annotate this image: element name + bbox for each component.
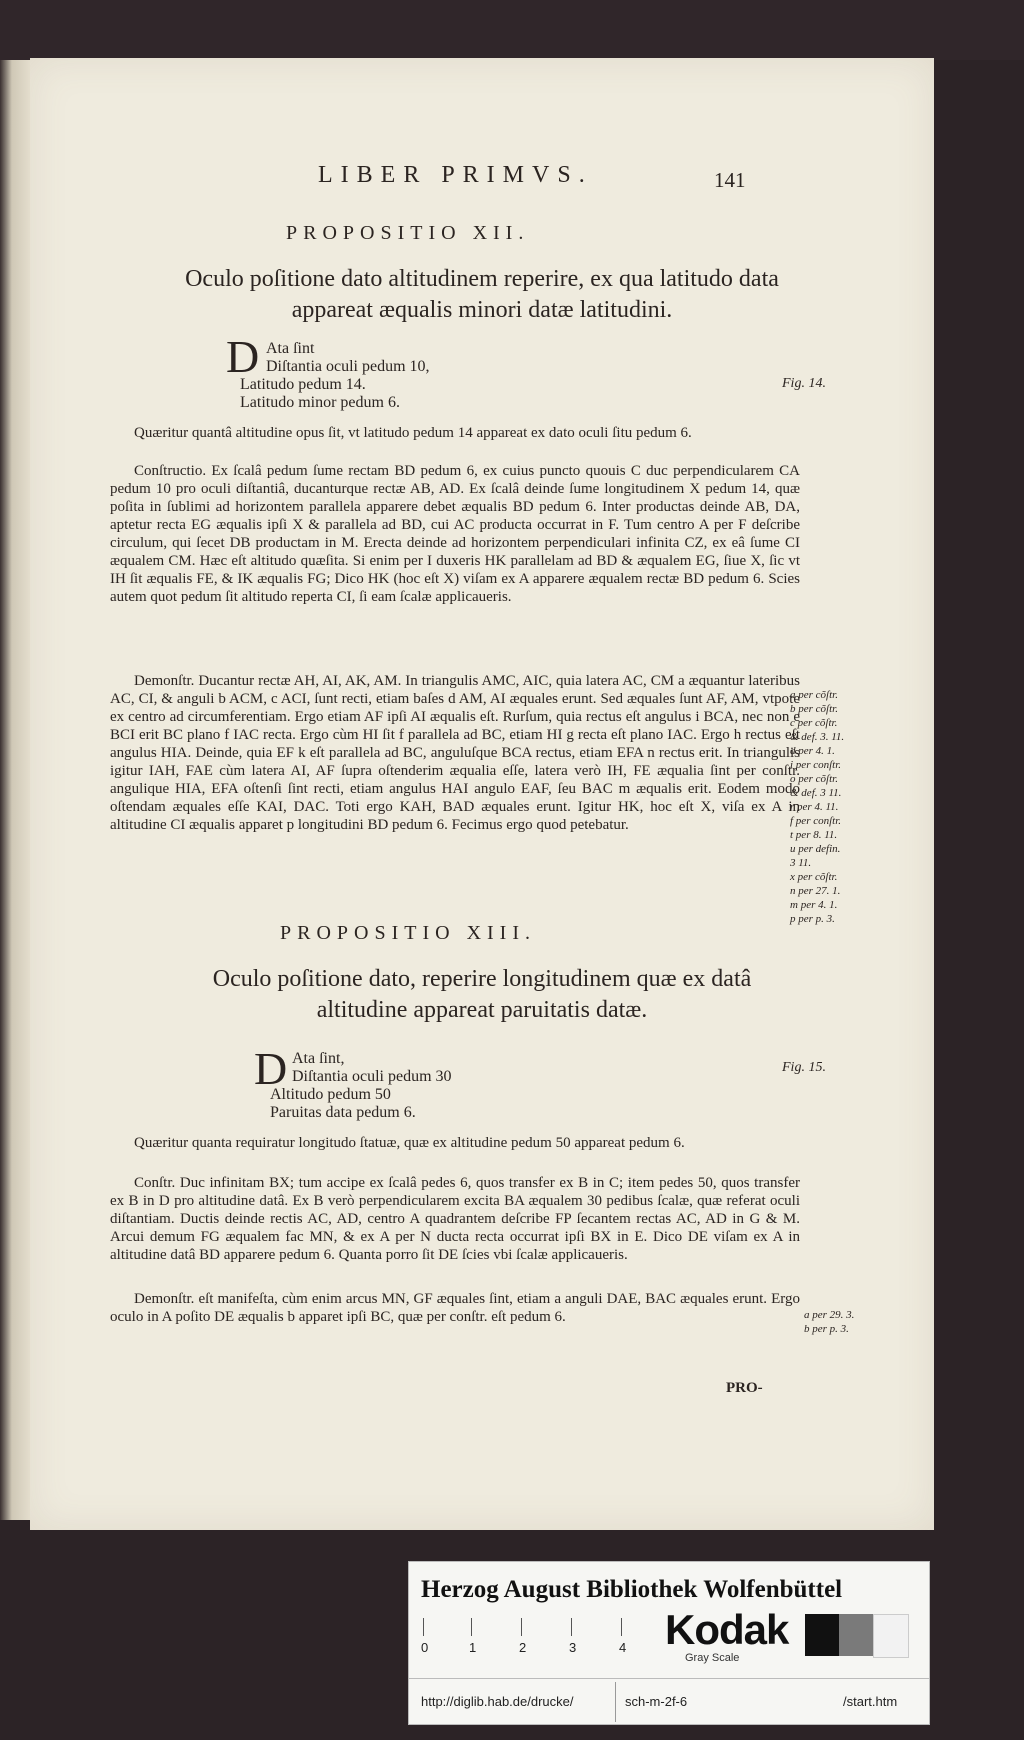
divider <box>615 1682 616 1722</box>
ruler-number: 3 <box>569 1640 577 1655</box>
marginal-note: n per 27. 1. <box>790 885 841 897</box>
ruler-tick <box>621 1618 622 1636</box>
data-line: Ata ſint, <box>292 1050 345 1067</box>
data-line: Paruitas data pedum 6. <box>270 1104 416 1121</box>
proposition-12-data <box>240 340 430 412</box>
data-line: Diſtantia oculi pedum 30 <box>292 1068 452 1085</box>
marginal-notes <box>804 1308 872 1336</box>
gray-patch-mid <box>839 1614 873 1656</box>
marginal-note: a per 29. 3. <box>804 1309 855 1321</box>
marginal-note: r per 4. 11. <box>790 801 839 813</box>
ruler-number: 0 <box>421 1640 429 1655</box>
ruler-tick <box>521 1618 522 1636</box>
kodak-logo: Kodak <box>665 1606 789 1653</box>
ruler-number: 2 <box>519 1640 527 1655</box>
heading-line: appareat æqualis minori datæ latitudini. <box>291 297 673 323</box>
catchword: PRO- <box>726 1380 763 1396</box>
data-line: Latitudo pedum 14. <box>240 376 366 393</box>
facing-page-edge <box>0 60 34 1520</box>
ruler-number: 4 <box>619 1640 627 1655</box>
construction-paragraph: Conſtructio. Ex ſcalâ pedum ſume rectam BD pedum 6, ex cuius puncto quouis C duc perpendicularem CA pedum 10 pro oculi diſtantiâ, ducanturque rectæ AB, AD. Ex ſcalâ deinde ſume longitudinem X pedum 14, quæ poſita in ſublimi ad horizontem parallela apparere debet æqualis BD pedum 6. Inter productas deinde AB, DA, aptetur recta EG æqualis ipſi X & parallela ad BD, cui AC producta occurrat in F. Tum centro A per F deſcribe circulum, qui ſecet DB productam in M. Erecta deinde ad horizontem perpendiculari infinita CZ, ex eâ ſume CI æqualem CM. Hæc eſt altitudo quæſita. Si enim per I duxeris HK parallelam ad BD & æqualem EG, ſiue X, ſic vt IH ſit æqualis FE, & IK æqualis FG; Dico HK (hoc eſt X) viſam ex A apparere æqualem rectæ BD pedum 6. Scies autem quot pedum ſit altitudo reperta CI, ſi eam ſcalæ applicaueris. <box>110 463 800 605</box>
url-prefix: http://diglib.hab.de/drucke/ <box>421 1694 574 1709</box>
marginal-notes <box>790 688 858 926</box>
divider <box>409 1678 929 1679</box>
proposition-12-heading <box>102 264 862 326</box>
gray-scale-label: Gray Scale <box>685 1652 740 1664</box>
shelfmark: sch-m-2f-6 <box>625 1694 688 1709</box>
demonstration-paragraph: Demonſtr. eſt manifeſta, cùm enim arcus MN, GF æquales ſint, etiam a anguli DAE, BAC æquales erunt. Ergo oculo in A poſito DE æqualis b apparet ipſi BC, quæ per conſtr. eſt pedum 6. <box>110 1291 800 1325</box>
data-line: Altitudo pedum 50 <box>270 1086 391 1103</box>
ruler-tick <box>571 1618 572 1636</box>
marginal-note: f per conſtr. <box>790 815 842 827</box>
demonstration-paragraph: Demonſtr. Ducantur rectæ AH, AI, AK, AM. In triangulis AMC, AIC, quia latera AC, CM a æquantur lateribus AC, CI, & anguli b ACM, c ACI, ſunt recti, etiam baſes d AM, AI æquales erunt. Sed æquales ſunt AF, AM, vtpote ex centro ad circumferentiam. Ergo etiam AF ipſi AI æqualis eſt. Rurſum, quia rectus eſt angulus i BCA, nec non e BCI erit BC plano f IAC recta. Ergo cùm HI ſit f parallela ad BC, etiam HI g recta eſt plano IAC. Ergo h rectus eſt angulus HIA. Deinde, quia EF k eſt parallela ad BC, anguluſque BCA rectus, etiam EFA n rectus erit. In triangulis igitur IAH, FAE cùm latera AI, AF ſupra oſtenderim æqualia eſſe, latera verò IH, FE æqualia ſint per conſtr. anguliquе HIA, EFA oſtenſi ſint recti, etiam angulus HAI angulo EAF, ſeu BAC m æqualis erit. Eodem modo oſtendam æquales eſſe KAI, DAC. Toti ergo KAH, BAD æquales erunt. Igitur HK, hoc eſt X, viſa ex A in altitudine CI æqualis apparet p longitudini BD pedum 6. Fecimus ergo quod petebatur. <box>110 673 800 833</box>
figure-reference: Fig. 15. <box>782 1060 826 1075</box>
heading-line: Oculo poſitione dato, reperire longitudinem quæ ex datâ <box>212 966 752 992</box>
marginal-note: & def. 3 11. <box>790 787 842 799</box>
gray-patch-white <box>873 1614 909 1658</box>
proposition-12-title: PROPOSITIO XII. <box>286 222 530 244</box>
drop-cap: D <box>226 331 260 382</box>
marginal-note: & def. 3. 11. <box>790 731 845 743</box>
marginal-note: d per 4. 1. <box>790 745 835 757</box>
heading-line: Oculo poſitione dato altitudinem reperire, ex qua latitudo data <box>185 266 779 292</box>
marginal-note: u per defin. <box>790 843 841 855</box>
construction-paragraph: Conſtr. Duc infinitam BX; tum accipe ex ſcalâ pedes 6, quos transfer ex B in C; item pedes 50, quos transfer ex B in D pro altitudine datâ. Ex B verò perpendicularem excita BA æqualem 30 pedibus ſcalæ, quæ referat oculi diſtantiam. Ductis deinde rectis AC, AD, centro A quadrantem deſcribe FP ſecantem rectas AC, AD in G & M. Arcui demum FG æqualem fac MN, & ex A per N ducta recta occurrat ipſi BX in E. Dico DE viſam ex A in altitudine datâ BD apparere pedum 6. Quanta porro ſit DE ſcies vbi ſcalæ applicaueris. <box>110 1175 800 1263</box>
marginal-note: a per cõſtr. <box>790 689 838 701</box>
ruler-number: 1 <box>469 1640 477 1655</box>
quaeritur-paragraph: Quæritur quanta requiratur longitudo ſtatuæ, quæ ex altitudine pedum 50 appareat pedum 6. <box>134 1135 685 1151</box>
page-number: 141 <box>714 168 746 192</box>
data-line: Latitudo minor pedum 6. <box>240 394 400 411</box>
url-suffix: /start.htm <box>843 1694 898 1709</box>
marginal-note: b per cõſtr. <box>790 703 838 715</box>
quaeritur-paragraph: Quæritur quantâ altitudine opus ſit, vt latitudo pedum 14 appareat ex dato oculi ſitu pedum 6. <box>134 425 692 441</box>
running-head: LIBER PRIMVS. <box>318 162 593 188</box>
ruler-tick <box>423 1618 424 1636</box>
marginal-note: c per cõſtr. <box>790 717 838 729</box>
marginal-note: i per conſtr. <box>790 759 842 771</box>
ruler-tick <box>471 1618 472 1636</box>
figure-reference: Fig. 14. <box>782 376 826 391</box>
marginal-note: 3 11. <box>790 857 812 869</box>
book-page <box>30 58 934 1530</box>
gray-patch-black <box>805 1614 839 1656</box>
marginal-note: p per p. 3. <box>790 913 835 925</box>
data-line: Diſtantia oculi pedum 10, <box>266 358 430 375</box>
marginal-note: m per 4. 1. <box>790 899 838 911</box>
marginal-note: t per 8. 11. <box>790 829 838 841</box>
scan-label-card <box>408 1561 930 1725</box>
ruler-scale <box>421 1618 666 1658</box>
marginal-note: x per cõſtr. <box>790 871 838 883</box>
proposition-13-heading <box>102 964 862 1026</box>
marginal-note: o per cõſtr. <box>790 773 838 785</box>
marginal-note: b per p. 3. <box>804 1323 849 1335</box>
data-line: Ata ſint <box>266 340 315 357</box>
scan-background-top <box>0 0 1024 60</box>
drop-cap: D <box>254 1043 288 1094</box>
heading-line: altitudine appareat paruitatis datæ. <box>316 997 648 1023</box>
proposition-13-title: PROPOSITIO XIII. <box>280 922 536 944</box>
library-name: Herzog August Bibliothek Wolfenbüttel <box>421 1576 843 1603</box>
proposition-13-data <box>270 1050 452 1122</box>
